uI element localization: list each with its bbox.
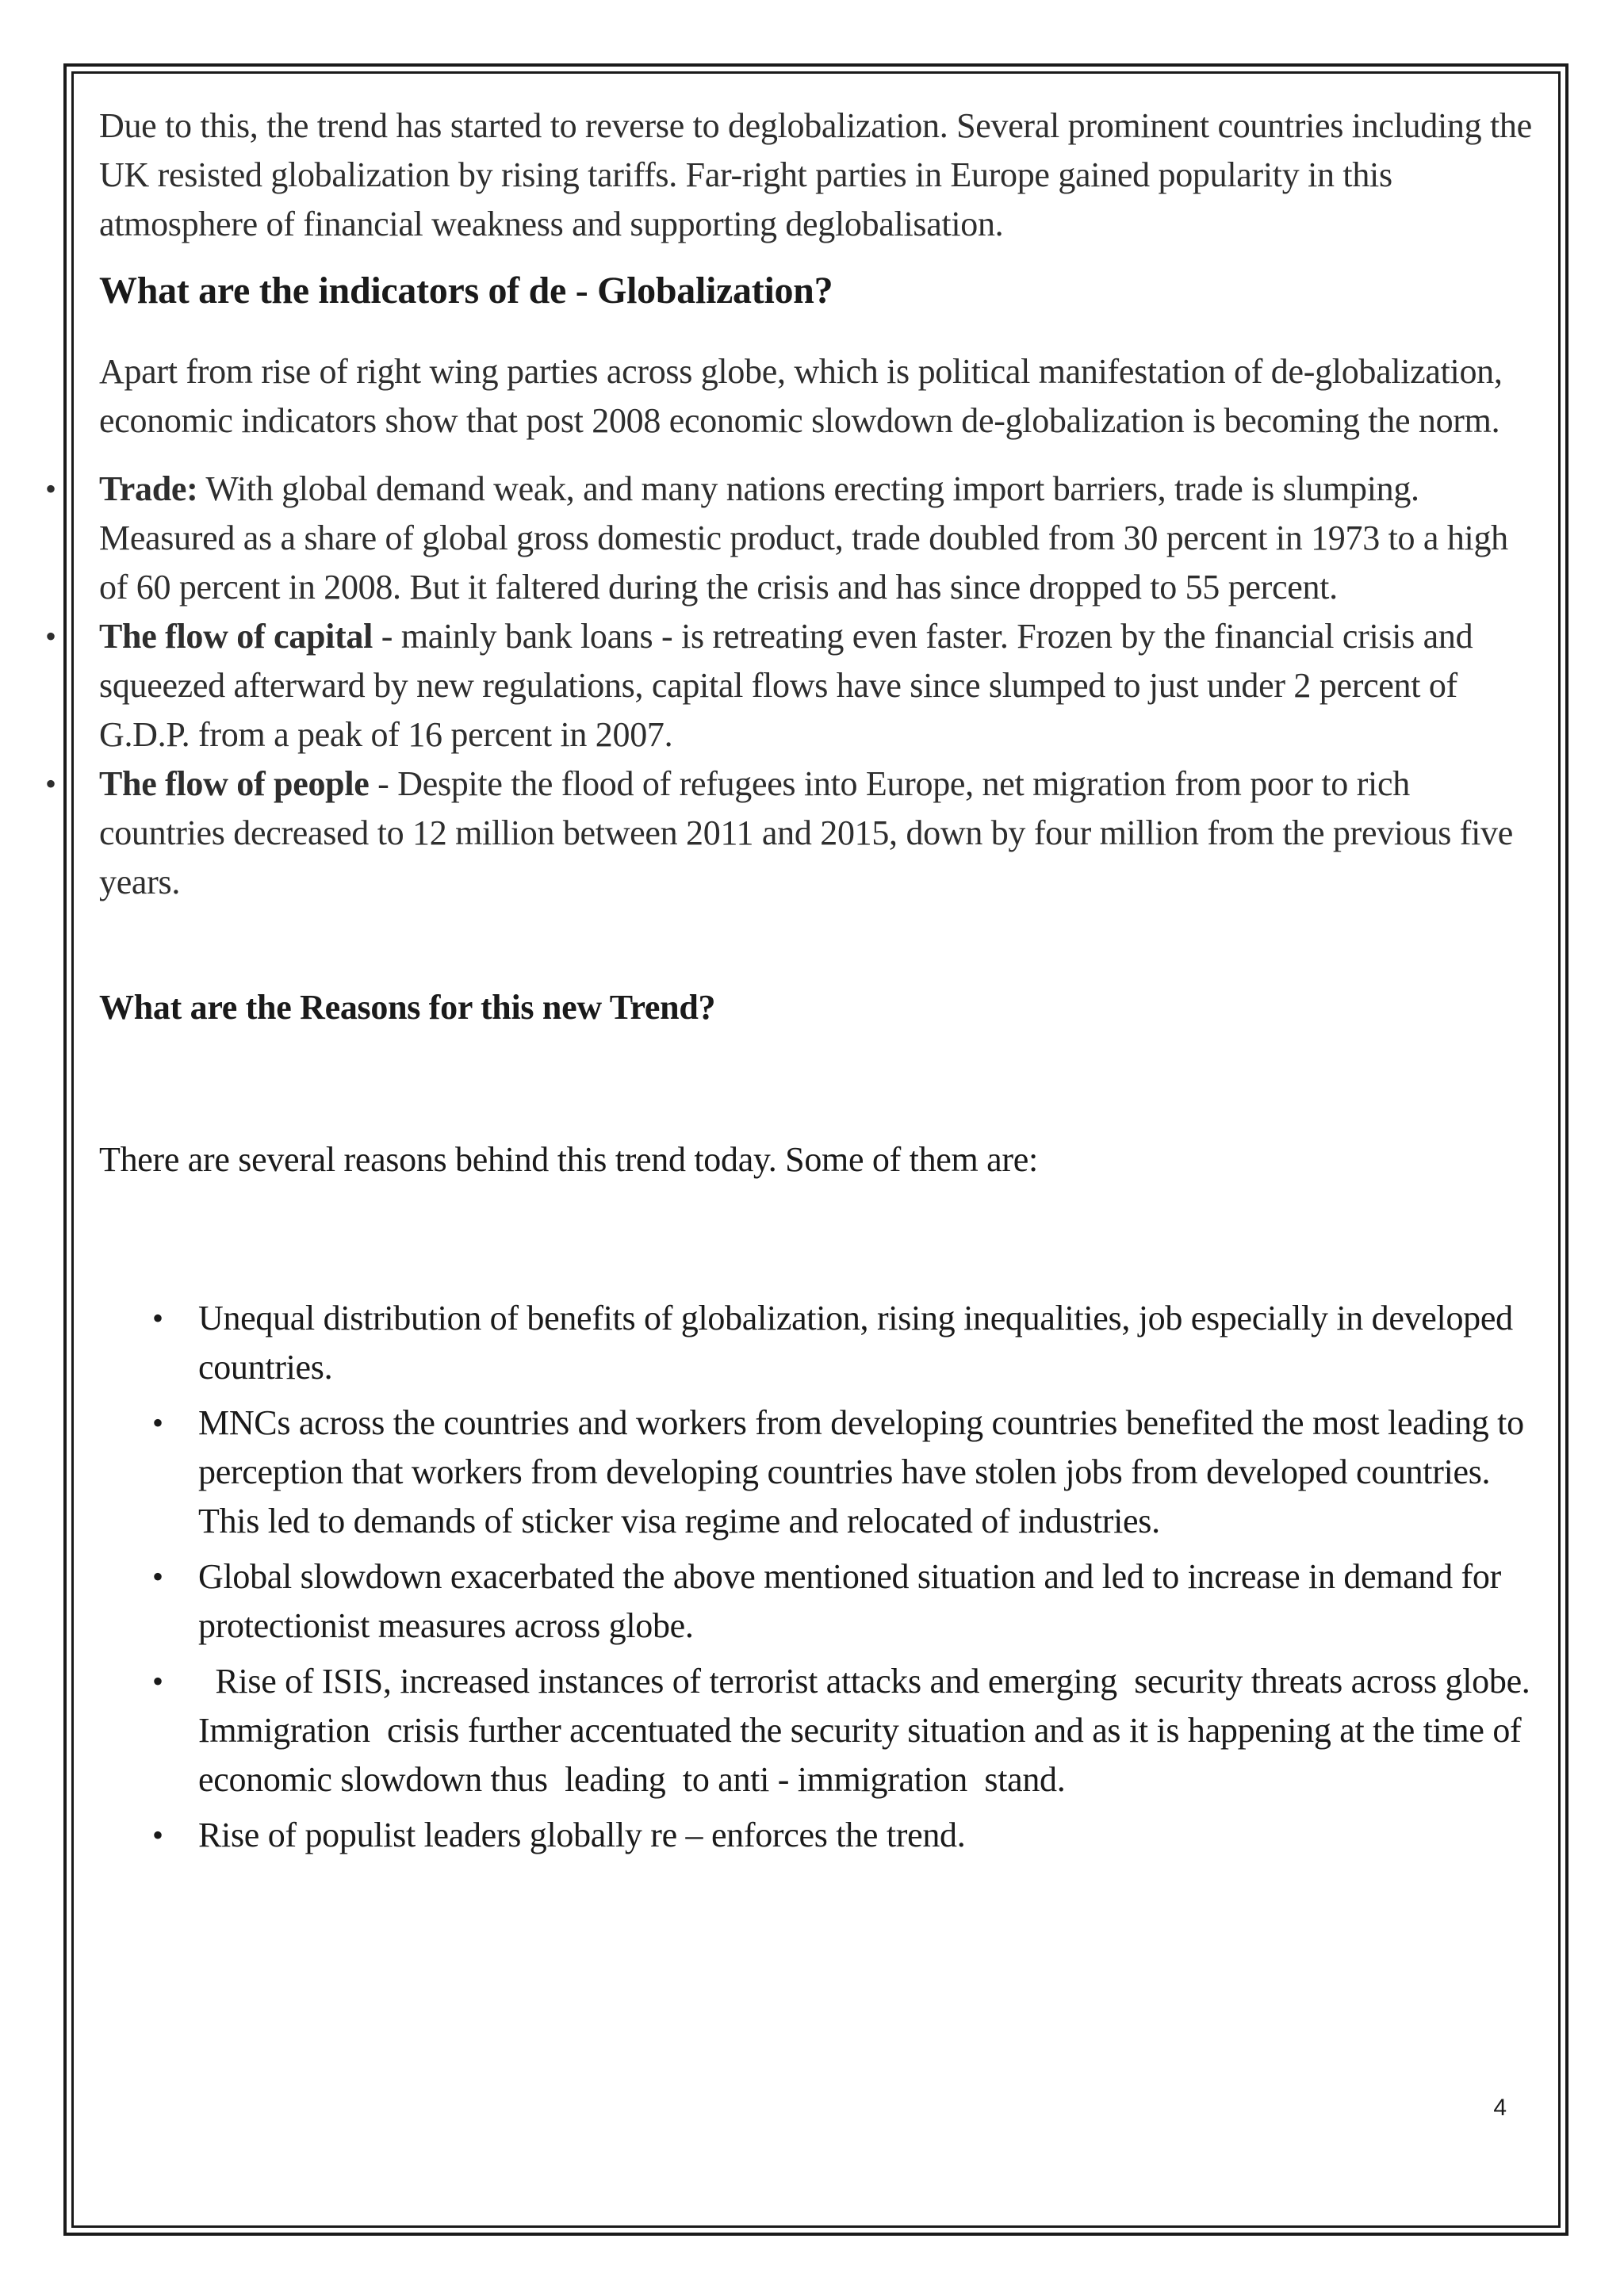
reasons-list	[152, 1294, 1539, 1860]
indicators-list	[45, 465, 1534, 907]
bullet-icon: •	[152, 1559, 163, 1594]
indicator-text: With global demand weak, and many nations erecting import barriers, trade is slumping. Measured as a share of global gross domestic product, trade doubled from 30 percent in 1973 to a high of 60 percent in 2008. But it faltered during the crisis and has since dropped to 55 percent.	[99, 469, 1508, 607]
reason-text: MNCs across the countries and workers from developing countries benefited the most leading to perception that workers from developing countries have stolen jobs from developed countries. This led to demands of sticker visa regime and relocated of industries.	[198, 1403, 1524, 1540]
bullet-icon: •	[152, 1663, 163, 1699]
reason-text: Rise of ISIS, increased instances of terrorist attacks and emerging security threats across globe. Immigration crisis further accentuated the security situation and as it is happening at the time of economic slowdown thus leading to anti - immigration stand.	[198, 1662, 1539, 1799]
indicator-term: The flow of people	[99, 764, 370, 803]
intro-paragraph: Due to this, the trend has started to reverse to deglobalization. Several prominent countries including the UK resisted globalization by rising tariffs. Far-right parties in Europe gained popularity in this atmosphere of financial weakness and supporting deglobalisation.	[99, 106, 1532, 243]
reason-item	[152, 1657, 1539, 1804]
indicator-item-capital	[45, 612, 1534, 760]
indicator-term: Trade:	[99, 469, 198, 508]
bullet-icon: •	[152, 1405, 163, 1441]
indicators-intro-paragraph: Apart from rise of right wing parties across globe, which is political manifestation of de-globalization, economic indicators show that post 2008 economic slowdown de-globalization is becoming the norm.	[99, 352, 1503, 440]
reason-text: Global slowdown exacerbated the above mentioned situation and led to increase in demand for protectionist measures across globe.	[198, 1557, 1501, 1645]
indicator-text: - mainly bank loans - is retreating even faster. Frozen by the financial crisis and squeezed afterward by new regulations, capital flows have since slumped to just under 2 percent of G.D.P. from a peak of 16 percent in 2007.	[99, 617, 1473, 754]
reason-item	[152, 1399, 1538, 1546]
reason-item	[152, 1294, 1538, 1392]
bullet-icon: •	[45, 471, 56, 507]
heading-indicators: What are the indicators of de - Globalization?	[99, 270, 833, 312]
heading-reasons: What are the Reasons for this new Trend?	[99, 988, 716, 1027]
page-number: 4	[1493, 2095, 1507, 2121]
reason-text: Rise of populist leaders globally re – enforces the trend.	[198, 1816, 966, 1854]
reasons-intro-paragraph: There are several reasons behind this trend today. Some of them are:	[99, 1140, 1038, 1179]
page-content	[45, 101, 1539, 1866]
indicator-item-trade	[45, 465, 1534, 612]
bullet-icon: •	[45, 766, 56, 802]
indicator-term: The flow of capital	[99, 617, 373, 656]
indicator-item-people	[45, 760, 1534, 907]
bullet-icon: •	[152, 1300, 163, 1336]
reason-item	[152, 1811, 1538, 1860]
reason-item	[152, 1552, 1538, 1651]
reason-text: Unequal distribution of benefits of globalization, rising inequalities, job especially in developed countries.	[198, 1299, 1513, 1387]
indicator-text: - Despite the flood of refugees into Europe, net migration from poor to rich countries decreased to 12 million between 2011 and 2015, down by four million from the previous five years.	[99, 764, 1513, 901]
bullet-icon: •	[152, 1817, 163, 1853]
bullet-icon: •	[45, 618, 56, 654]
